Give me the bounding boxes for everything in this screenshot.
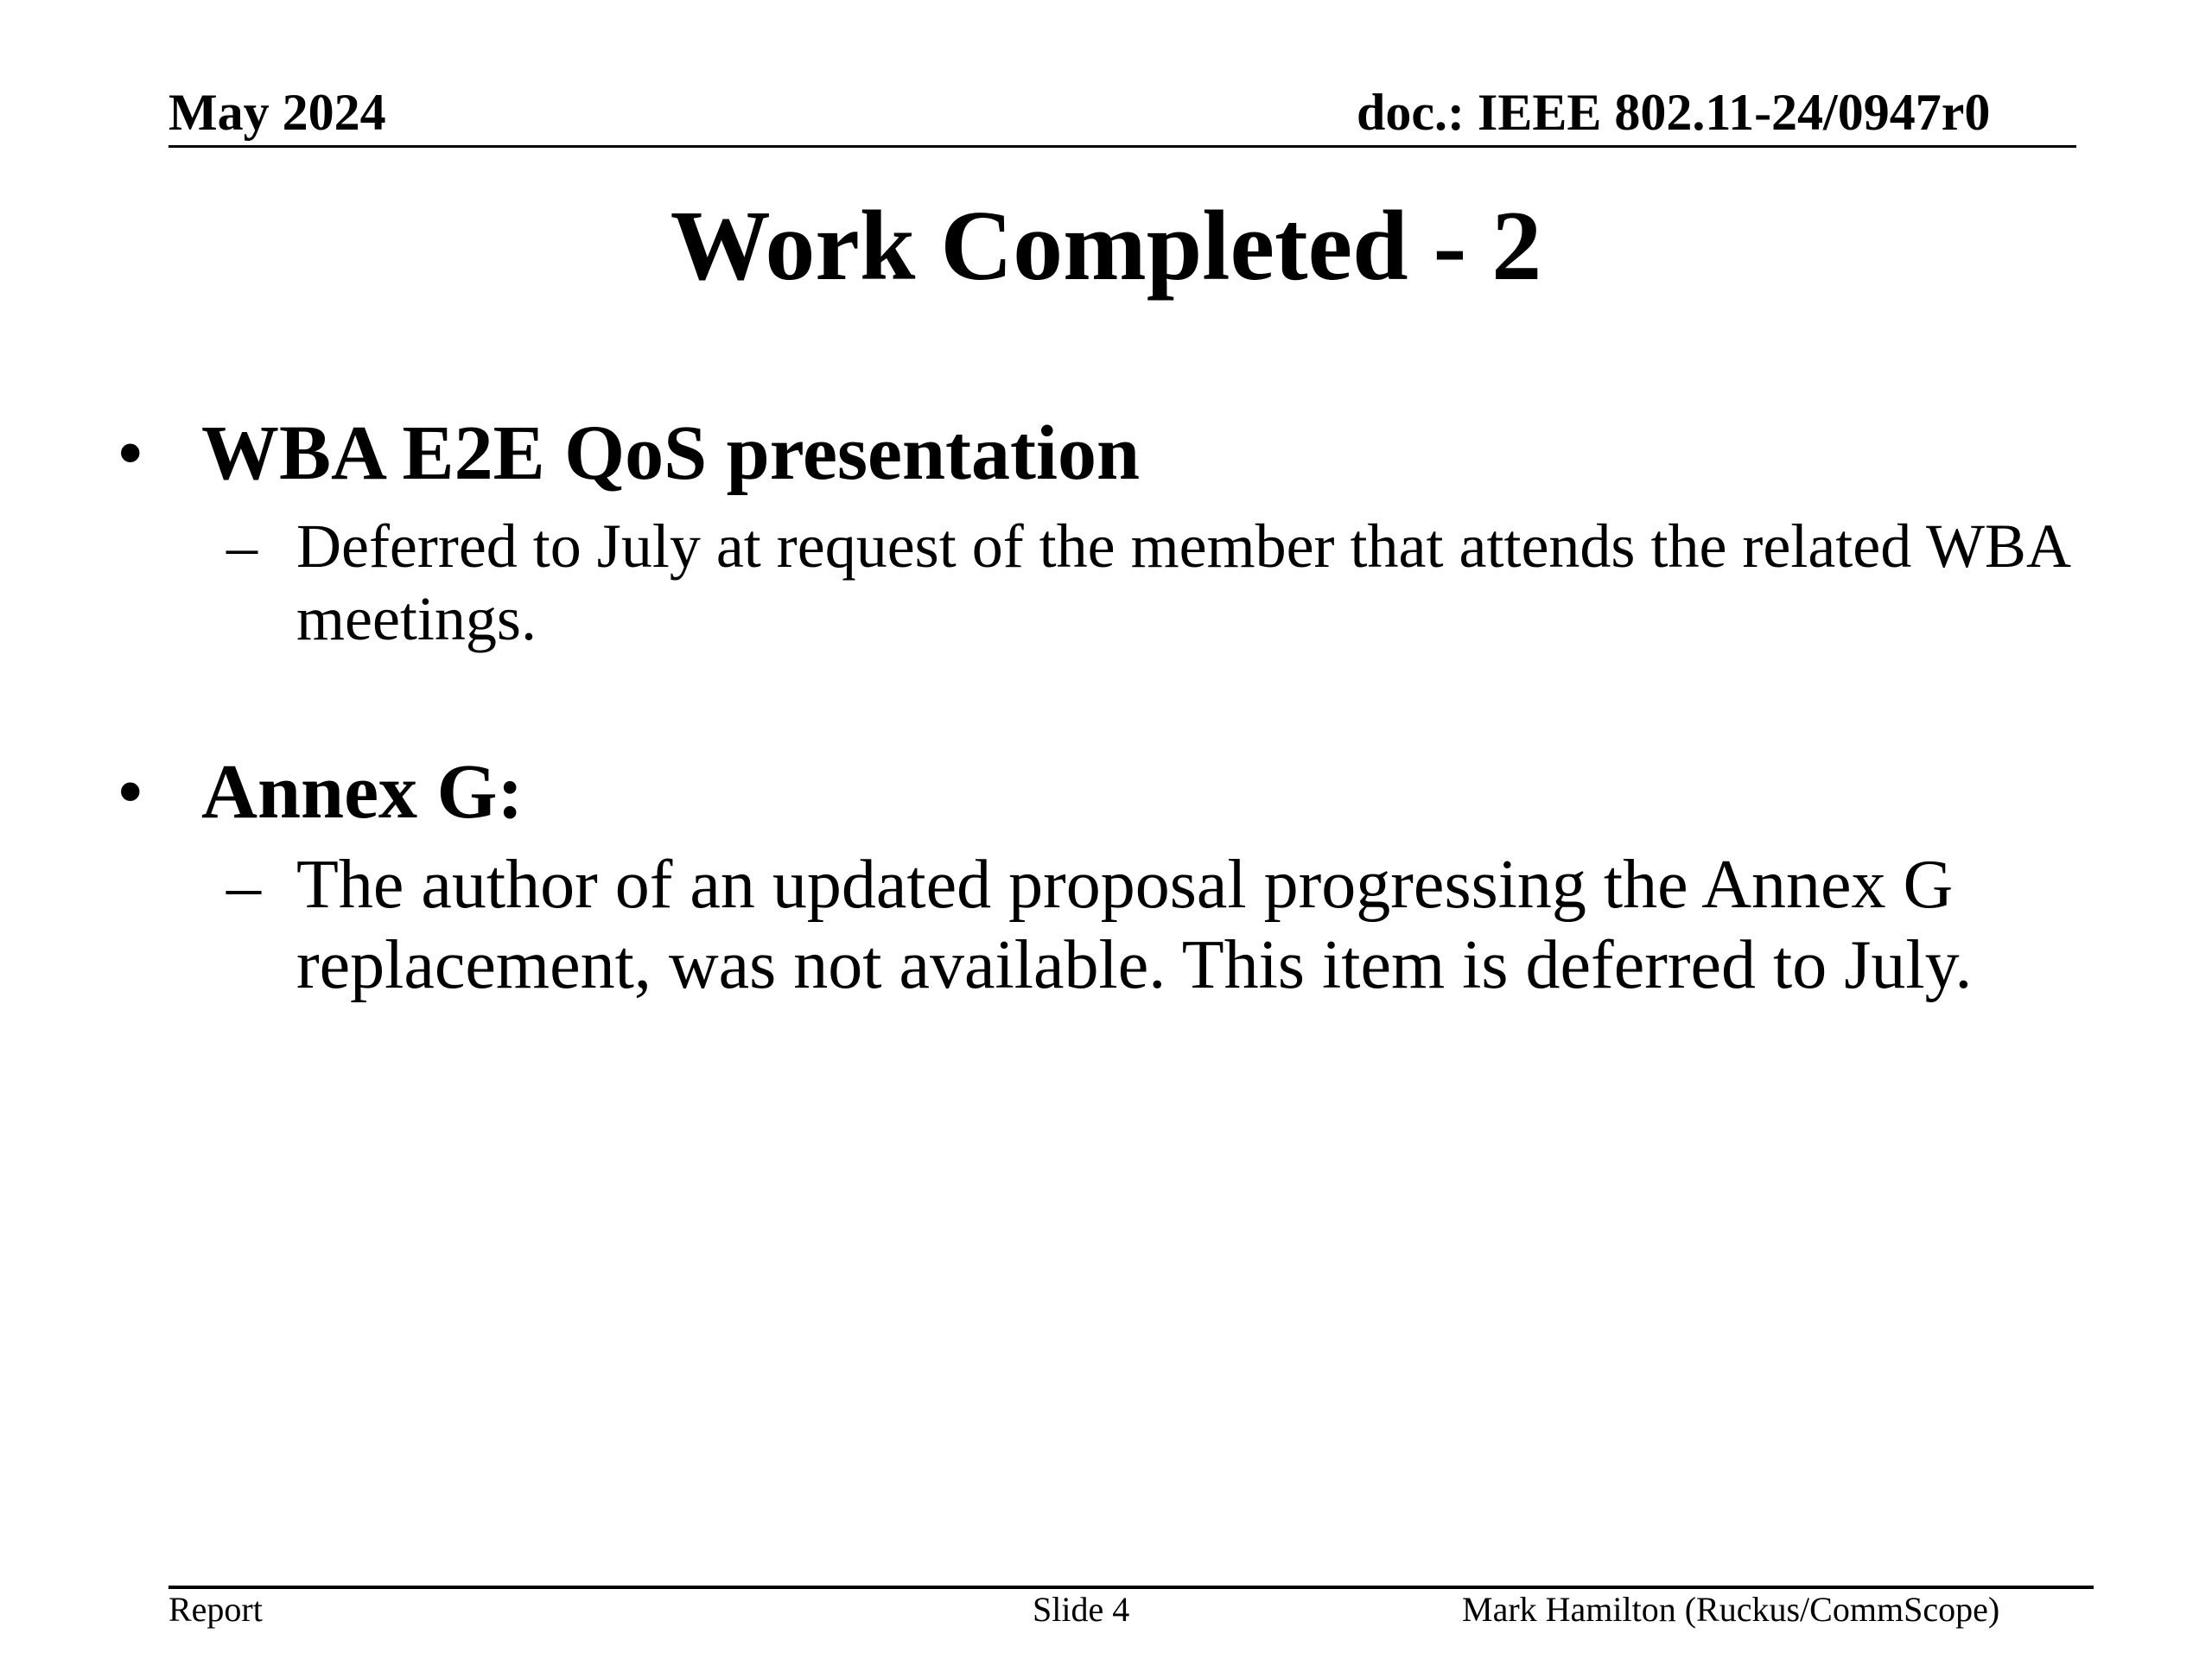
sub-bullet-marker: – [226,849,261,925]
bullet-marker: • [117,749,144,835]
bullet-marker: • [117,410,144,496]
header-date: May 2024 [168,84,386,141]
footer-report: Report [168,1590,263,1629]
bullet-heading-wba: WBA E2E QoS presentation [201,410,1141,496]
bullet-heading-annex-g: Annex G: [201,749,524,835]
footer-author: Mark Hamilton (Ruckus/CommScope) [1462,1590,2000,1629]
slide-title: Work Completed - 2 [670,191,1542,302]
footer-slide-number: Slide 4 [1033,1590,1130,1629]
header-divider [168,145,2076,148]
sub-bullet-marker: – [226,512,257,581]
sub-bullet-text-annex-g: The author of an updated proposal progressing the Annex G replacement, was not available. This item is deferred to July. [296,847,1973,1003]
footer-divider [168,1586,2094,1589]
header-doc-id: doc.: IEEE 802.11-24/0947r0 [1357,84,1991,141]
sub-bullet-text-wba: Deferred to July at request of the member that attends the related WBA meetings. [296,512,2068,653]
